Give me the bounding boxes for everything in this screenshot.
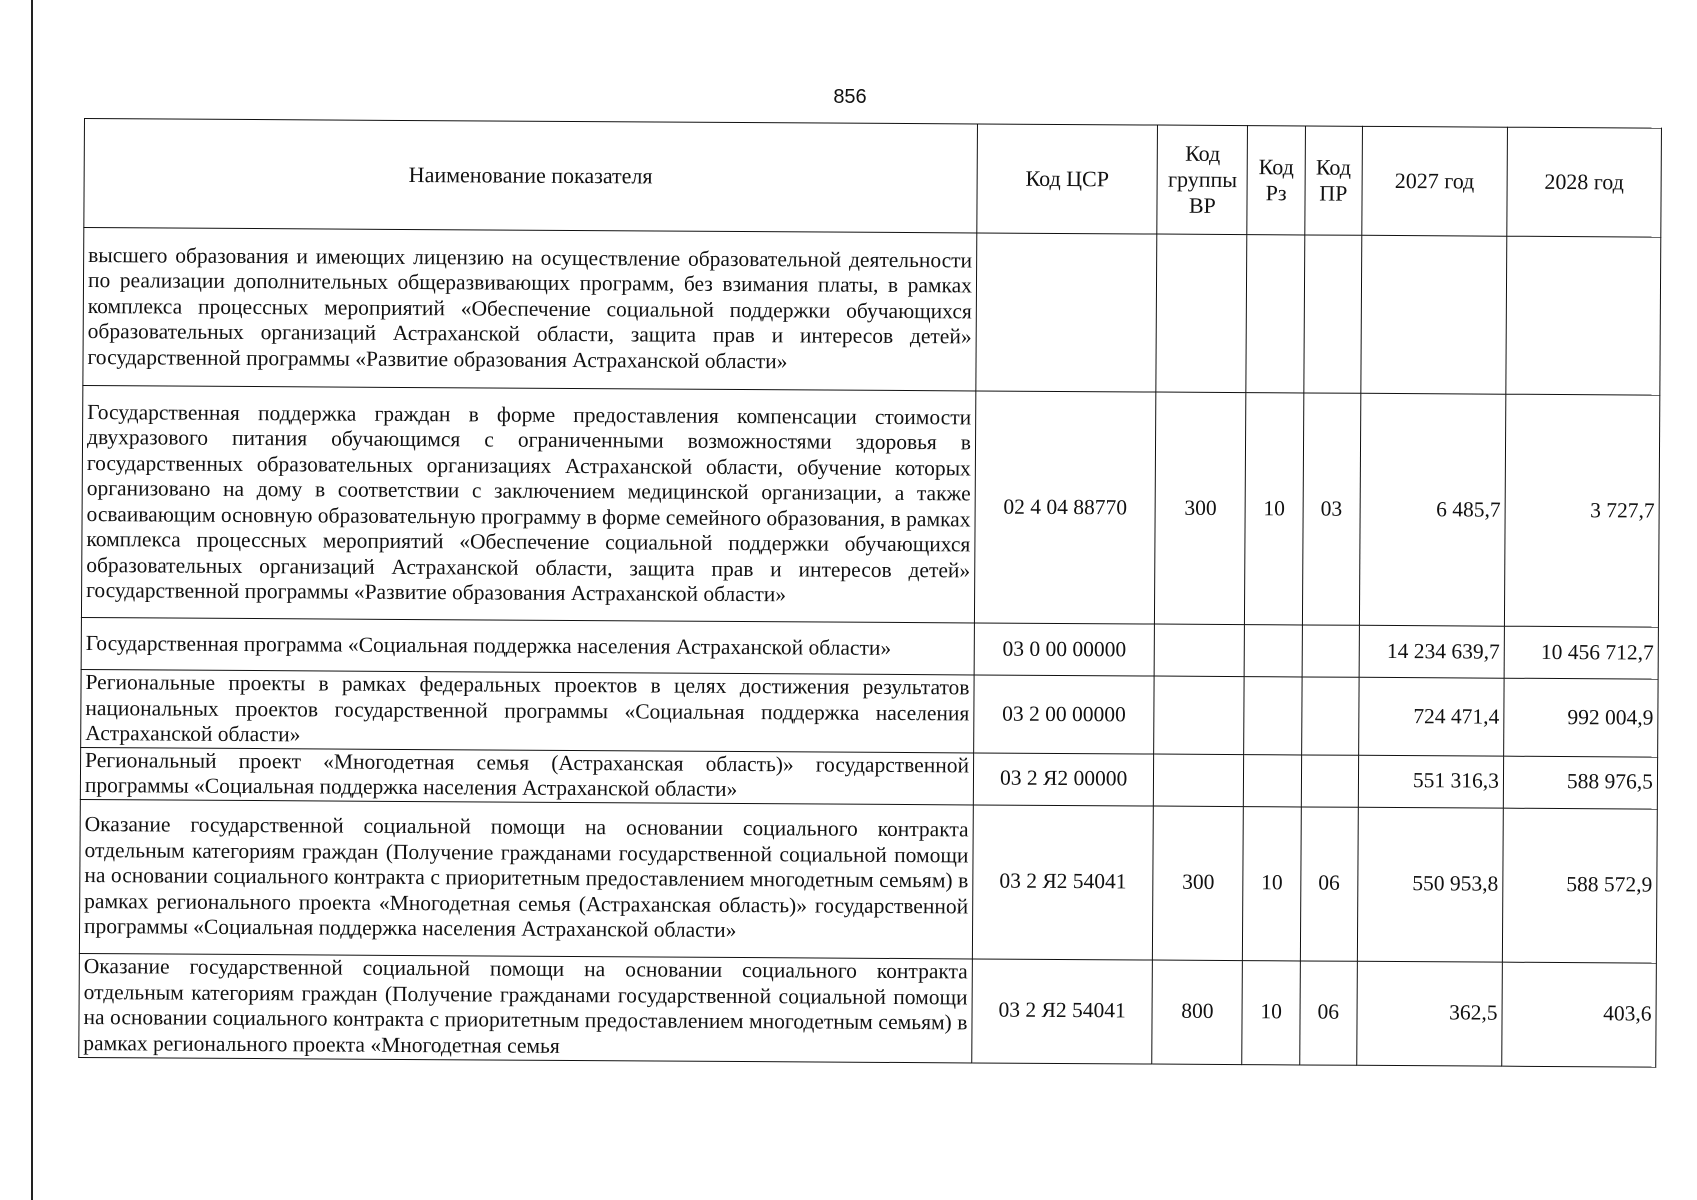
row-name: Государственная поддержка граждан в форме предоставления компенсации стоимости двухразового питания обучающимся с ограниченными возможностями здоровья в государственных образовательных организациях Астраханской области, обучение которых организовано на дому в соответствии с заключением медицинской организации, а также осваивающим основную образовательную программу в форме семейного образования, в рамках комплекса процессных мероприятий «Обеспечение социальной поддержки обучающихся образовательных организаций Астраханской области, защита прав и интересов детей» государственной программы «Развитие образования Астраханской области»	[81, 385, 975, 622]
header-csr: Код ЦСР	[977, 124, 1158, 234]
row-2028: 992 004,9	[1504, 678, 1658, 756]
header-2028: 2028 год	[1507, 127, 1662, 237]
table-body	[79, 228, 1661, 1067]
table-row	[80, 747, 1657, 809]
row-2028: 588 572,9	[1502, 808, 1657, 963]
row-vr: 300	[1153, 806, 1244, 961]
row-pr: 06	[1300, 806, 1358, 960]
row-name: Региональный проект «Многодетная семья (Астраханская область)» государственной программы «Социальная поддержка населения Астраханской области»	[80, 747, 973, 804]
row-vr	[1154, 754, 1244, 807]
row-pr	[1301, 754, 1358, 806]
row-vr	[1154, 624, 1244, 677]
table-row	[81, 617, 1658, 679]
table-row	[79, 953, 1657, 1067]
table-row	[81, 385, 1659, 627]
row-csr: 03 2 Я2 54041	[972, 804, 1153, 959]
table-header	[84, 119, 1662, 238]
header-row	[84, 119, 1662, 238]
row-pr: 03	[1302, 393, 1361, 625]
header-name: Наименование показателя	[84, 119, 978, 233]
row-2028	[1506, 236, 1661, 395]
row-vr: 800	[1152, 960, 1243, 1065]
budget-table	[78, 118, 1662, 1067]
header-vr: Код группы ВР	[1157, 125, 1248, 235]
row-2028: 403,6	[1502, 962, 1657, 1067]
row-vr: 300	[1155, 392, 1247, 625]
table-row	[79, 799, 1657, 963]
row-rz: 10	[1242, 960, 1300, 1064]
row-rz: 10	[1243, 806, 1301, 960]
header-rz: Код Рз	[1247, 126, 1305, 235]
row-csr: 03 2 00 00000	[974, 675, 1155, 754]
row-name: Региональные проекты в рамках федеральных проектов в целях достижения результатов национальных проектов государственной программы «Социальная поддержка населения Астраханской области»	[81, 669, 974, 752]
row-pr	[1301, 677, 1359, 755]
row-rz	[1244, 754, 1301, 806]
row-2028: 3 727,7	[1504, 394, 1659, 627]
scan-edge-line	[31, 0, 33, 1200]
row-2027: 362,5	[1357, 961, 1503, 1066]
row-name: высшего образования и имеющих лицензию на осуществление образовательной деятельности по реализации дополнительных общеразвивающих программ, без взимания платы, в рамках комплекса процессных мероприятий «Обеспечение социальной поддержки обучающихся образовательных организаций Астраханской области, защита прав и интересов детей» государственной программы «Развитие образования Астраханской области»	[83, 228, 977, 391]
row-2028: 10 456 712,7	[1504, 626, 1658, 679]
row-name: Государственная программа «Социальная поддержка населения Астраханской области»	[81, 617, 974, 674]
row-pr	[1303, 235, 1361, 393]
table-row	[83, 228, 1661, 396]
row-rz	[1246, 235, 1304, 393]
row-2027: 551 316,3	[1358, 755, 1503, 808]
row-2028: 588 976,5	[1503, 756, 1657, 809]
row-2027	[1361, 235, 1507, 394]
header-2027: 2027 год	[1362, 126, 1508, 236]
row-2027: 550 953,8	[1357, 807, 1503, 962]
row-csr: 03 2 Я2 00000	[973, 752, 1154, 805]
row-2027: 14 234 639,7	[1359, 625, 1504, 678]
row-2027: 6 485,7	[1359, 393, 1506, 626]
row-vr	[1154, 676, 1245, 754]
header-pr: Код ПР	[1304, 126, 1362, 235]
row-csr: 03 0 00 00000	[974, 623, 1155, 676]
page-number: 856	[833, 86, 867, 108]
table-row	[81, 669, 1658, 756]
row-name: Оказание государственной социальной помощи на основании социального контракта отдельным категориям граждан (Получение гражданами государственной социальной помощи на основании социального контракта с приоритетным предоставлением многодетным семьям) в рамках регионального проекта «Многодетная семья	[79, 953, 973, 1062]
row-name: Оказание государственной социальной помощи на основании социального контракта отдельным категориям граждан (Получение гражданами государственной социальной помощи на основании социального контракта с приоритетным предоставлением многодетным семьям) в рамках регионального проекта «Многодетная семья (Астраханская область)» государственной программы «Социальная поддержка населения Астраханской области»	[79, 799, 973, 958]
row-csr	[976, 233, 1157, 392]
row-vr	[1156, 234, 1247, 393]
row-csr: 02 4 04 88770	[974, 391, 1156, 624]
row-2027: 724 471,4	[1358, 677, 1504, 755]
row-csr: 03 2 Я2 54041	[972, 958, 1153, 1063]
row-pr	[1302, 625, 1359, 677]
row-rz	[1244, 677, 1302, 755]
row-rz	[1245, 625, 1302, 677]
row-pr: 06	[1299, 960, 1357, 1064]
row-rz: 10	[1245, 393, 1304, 625]
